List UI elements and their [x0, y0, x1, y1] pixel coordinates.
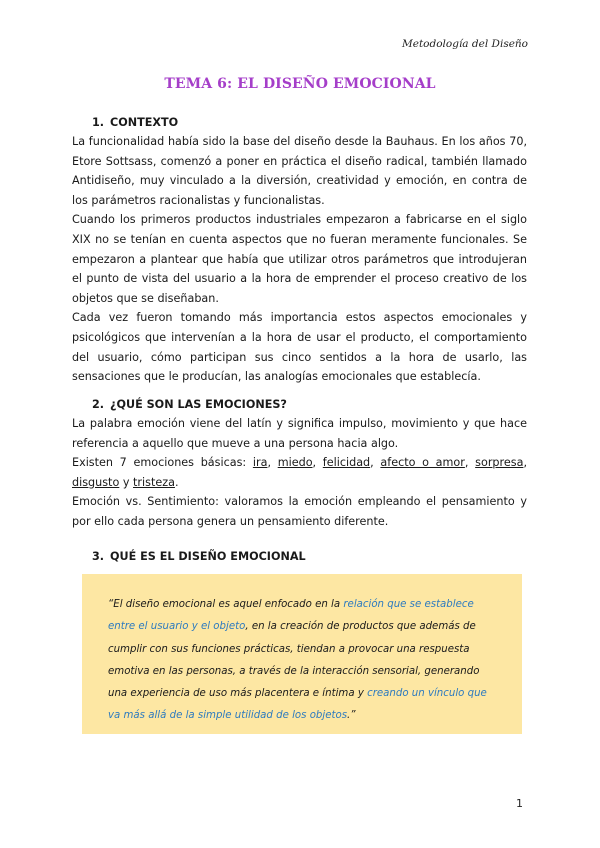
- emotion-link: afecto o amor: [380, 456, 465, 470]
- page-number: 1: [516, 797, 523, 810]
- section-heading: [92, 114, 527, 132]
- paragraph: Cuando los primeros productos industriales empezaron a fabricarse en el siglo XIX no se tenían en cuenta aspectos que no fueran meramente funcionales. Se empezaron a plantear que había que utilizar otros parámetros que introdujeran el punto de vista del usuario a la hora de emprender el proceso creativo de los objetos que se diseñaban.: [72, 213, 527, 305]
- paragraph: Emoción vs. Sentimiento: valoramos la emoción empleando el pensamiento y por ello cada persona genera un pensamiento diferente.: [72, 495, 527, 528]
- emotions-intro: Existen 7 emociones básicas:: [72, 456, 253, 470]
- document-title: TEMA 6: EL DISEÑO EMOCIONAL: [164, 76, 436, 92]
- definition-quote: [108, 594, 500, 728]
- paragraph: La palabra emoción viene del latín y significa impulso, movimiento y que hace referencia a aquello que mueve a una persona hacia algo.: [72, 417, 527, 450]
- emotion-link: miedo: [277, 456, 313, 470]
- emotion-link: sorpresa: [475, 456, 524, 470]
- emotion-link: ira: [252, 456, 268, 470]
- quote-text: , en la creación de productos que además de cumplir con sus funciones prácticas, tiendan a provocar una respuesta emotiva en las personas, a través de la interacción sensorial, generando una experiencia de uso más placentera e íntima y: [108, 621, 480, 700]
- section-number: 1.: [92, 116, 105, 129]
- section-number: 3.: [92, 550, 105, 563]
- running-header: Metodología del Diseño: [402, 38, 528, 50]
- section-title: CONTEXTO: [110, 116, 179, 129]
- section-diseno-emocional: [72, 548, 527, 566]
- paragraph: La funcionalidad había sido la base del diseño desde la Bauhaus. En los años 70, Etore Sottsass, comenzó a poner en práctica el diseño radical, también llamado Antidiseño, muy vinculado a la diversión, creatividad y emoción, en contra de los parámetros racionalistas y funcionalistas.: [72, 135, 527, 207]
- section-heading: [92, 548, 527, 566]
- emotion-link: tristeza: [133, 475, 175, 489]
- section-heading: [92, 396, 527, 414]
- emotion-link: disgusto: [72, 475, 120, 489]
- section-number: 2.: [92, 398, 105, 411]
- quote-highlight: creando un vínculo que va más allá de la simple utilidad de los objetos: [108, 688, 487, 722]
- emotion-link: felicidad: [322, 456, 371, 470]
- emotions-paragraph: Existen 7 emociones básicas: ira, miedo, felicidad, afecto o amor, sorpresa, disgusto y tristeza.: [72, 456, 527, 489]
- section-emociones: [72, 396, 527, 532]
- section-title: QUÉ ES EL DISEÑO EMOCIONAL: [110, 550, 306, 563]
- quote-text: “El diseño emocional es aquel enfocado en la: [108, 599, 344, 610]
- section-title: ¿QUÉ SON LAS EMOCIONES?: [110, 398, 287, 411]
- quote-highlight: relación que se establece entre el usuario y el objeto: [108, 599, 474, 633]
- section-contexto: [72, 114, 527, 387]
- paragraph: Cada vez fueron tomando más importancia estos aspectos emocionales y psicológicos que intervenían a la hora de usar el producto, el comportamiento del usuario, cómo participan sus cinco sentidos a la hora de usarlo, las sensaciones que le producían, las analogías emocionales que establecía.: [72, 311, 527, 384]
- quote-text: .”: [347, 710, 356, 722]
- quote-box: [82, 574, 522, 734]
